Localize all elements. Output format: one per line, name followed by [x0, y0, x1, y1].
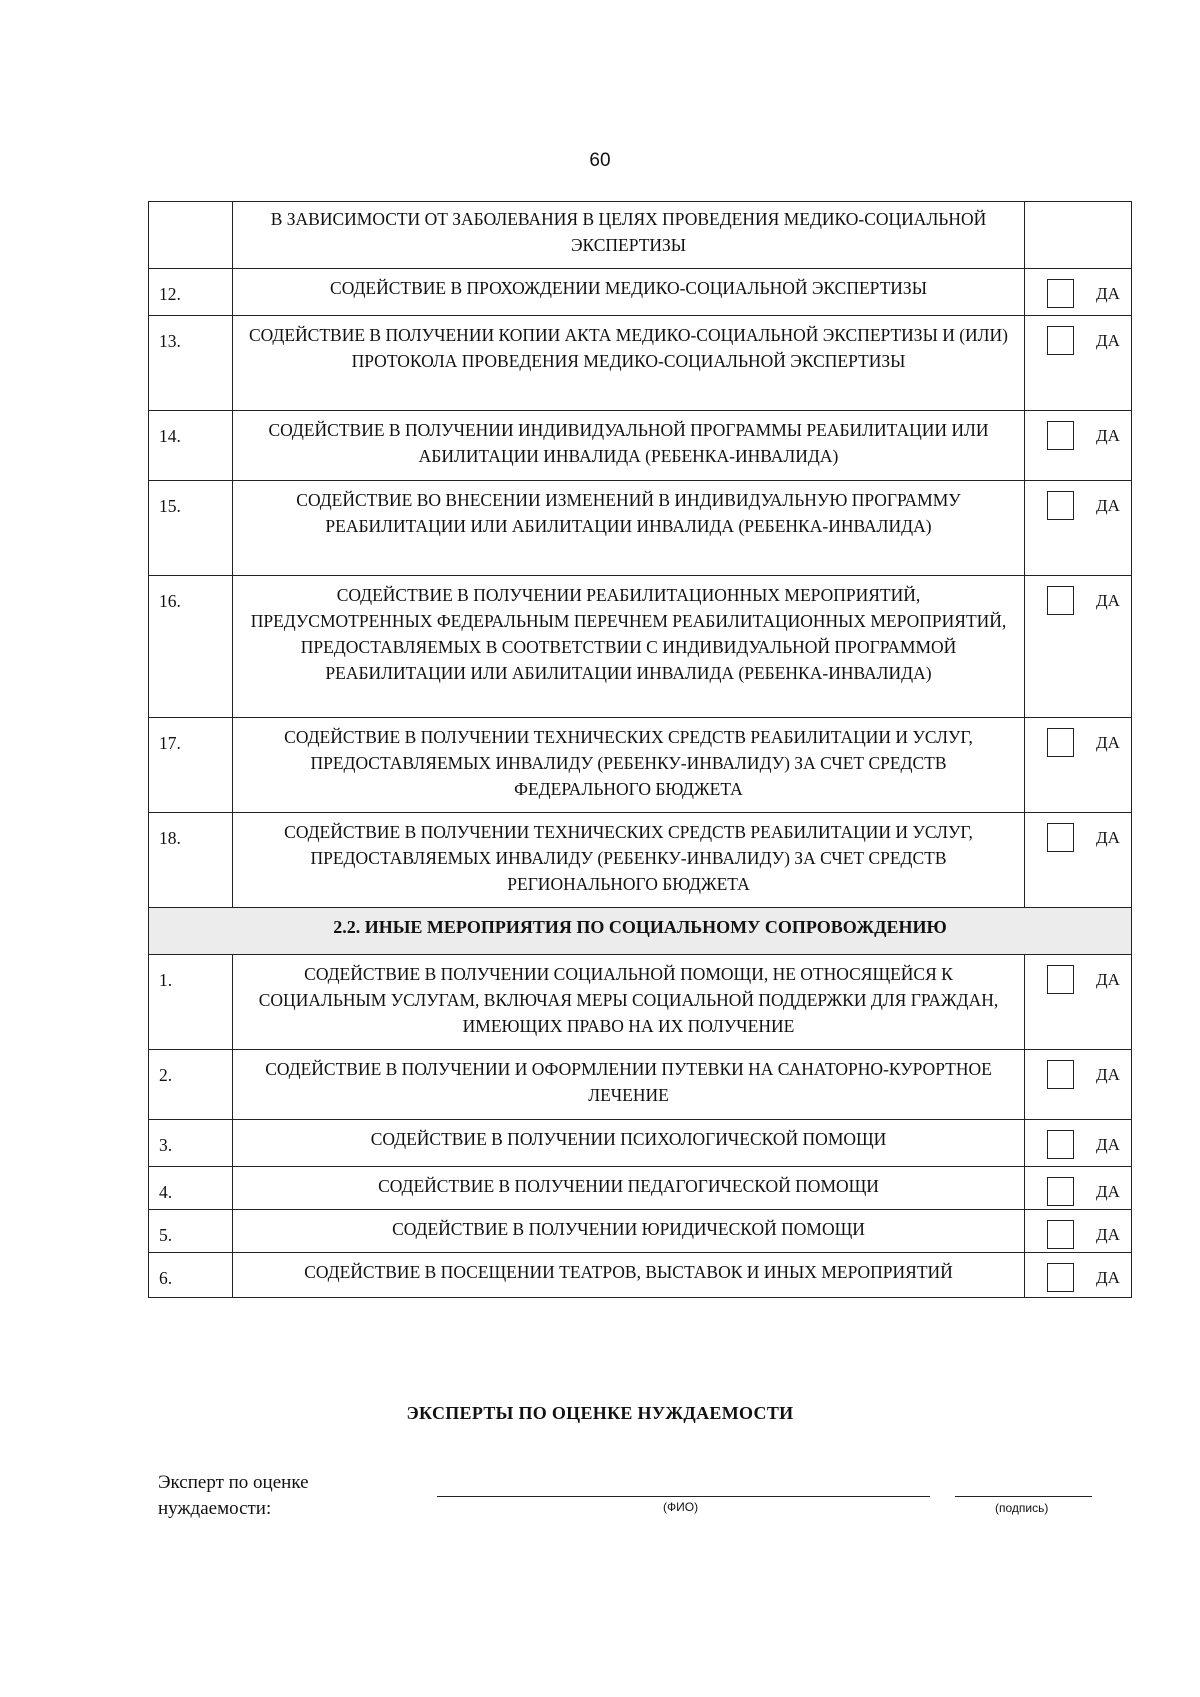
- yes-label: ДА: [1096, 330, 1120, 350]
- yes-label: ДА: [1096, 1064, 1120, 1084]
- yes-label: ДА: [1096, 969, 1120, 989]
- table-row: [149, 411, 1132, 481]
- yes-label: ДА: [1096, 1224, 1120, 1244]
- row-text: В ЗАВИСИМОСТИ ОТ ЗАБОЛЕВАНИЯ В ЦЕЛЯХ ПРОВЕДЕНИЯ МЕДИКО-СОЦИАЛЬНОЙ ЭКСПЕРТИЗЫ: [233, 202, 1025, 269]
- yes-label: ДА: [1096, 283, 1120, 303]
- yes-checkbox[interactable]: [1047, 586, 1074, 615]
- row-number: 16.: [149, 576, 233, 718]
- section-header-row: [149, 908, 1132, 955]
- section-title: 2.2. ИНЫЕ МЕРОПРИЯТИЯ ПО СОЦИАЛЬНОМУ СОПРОВОЖДЕНИЮ: [149, 908, 1132, 955]
- table-row: [149, 481, 1132, 576]
- row-text: СОДЕЙСТВИЕ В ПОСЕЩЕНИИ ТЕАТРОВ, ВЫСТАВОК И ИНЫХ МЕРОПРИЯТИЙ: [233, 1253, 1025, 1298]
- expert-label: [158, 1470, 309, 1522]
- row-check-cell: [1025, 202, 1132, 269]
- row-check-cell: [1025, 411, 1132, 481]
- row-text: СОДЕЙСТВИЕ В ПОЛУЧЕНИИ ПСИХОЛОГИЧЕСКОЙ ПОМОЩИ: [233, 1120, 1025, 1167]
- page-number: 60: [589, 150, 611, 171]
- row-text: СОДЕЙСТВИЕ ВО ВНЕСЕНИИ ИЗМЕНЕНИЙ В ИНДИВИДУАЛЬНУЮ ПРОГРАММУ РЕАБИЛИТАЦИИ ИЛИ АБИЛИТАЦИИ ИНВАЛИДА (РЕБЕНКА-ИНВАЛИДА): [233, 481, 1025, 576]
- row-number: 4.: [149, 1167, 233, 1210]
- yes-label: ДА: [1096, 1267, 1120, 1287]
- row-check-cell: [1025, 1210, 1132, 1253]
- table-row: [149, 955, 1132, 1050]
- row-number: 14.: [149, 411, 233, 481]
- yes-label: ДА: [1096, 827, 1120, 847]
- row-number: 5.: [149, 1210, 233, 1253]
- row-text: СОДЕЙСТВИЕ В ПРОХОЖДЕНИИ МЕДИКО-СОЦИАЛЬНОЙ ЭКСПЕРТИЗЫ: [233, 269, 1025, 316]
- row-number: 17.: [149, 718, 233, 813]
- fio-input-line[interactable]: [437, 1496, 930, 1497]
- table-row: [149, 269, 1132, 316]
- fio-caption: (ФИО): [663, 1500, 699, 1514]
- yes-checkbox[interactable]: [1047, 1060, 1074, 1089]
- row-check-cell: [1025, 269, 1132, 316]
- row-number: 1.: [149, 955, 233, 1050]
- table-row: [149, 1120, 1132, 1167]
- table-row: [149, 202, 1132, 269]
- row-text: СОДЕЙСТВИЕ В ПОЛУЧЕНИИ И ОФОРМЛЕНИИ ПУТЕВКИ НА САНАТОРНО-КУРОРТНОЕ ЛЕЧЕНИЕ: [233, 1050, 1025, 1120]
- row-check-cell: [1025, 718, 1132, 813]
- row-check-cell: [1025, 1253, 1132, 1298]
- yes-checkbox[interactable]: [1047, 728, 1074, 757]
- yes-checkbox[interactable]: [1047, 1220, 1074, 1249]
- yes-checkbox[interactable]: [1047, 823, 1074, 852]
- yes-label: ДА: [1096, 732, 1120, 752]
- row-check-cell: [1025, 481, 1132, 576]
- row-text: СОДЕЙСТВИЕ В ПОЛУЧЕНИИ ТЕХНИЧЕСКИХ СРЕДСТВ РЕАБИЛИТАЦИИ И УСЛУГ, ПРЕДОСТАВЛЯЕМЫХ ИНВАЛИДУ (РЕБЕНКУ-ИНВАЛИДУ) ЗА СЧЕТ СРЕДСТВ РЕГИОНАЛЬНОГО БЮДЖЕТА: [233, 813, 1025, 908]
- table-row: [149, 718, 1132, 813]
- yes-checkbox[interactable]: [1047, 421, 1074, 450]
- row-number: 3.: [149, 1120, 233, 1167]
- yes-label: ДА: [1096, 425, 1120, 445]
- row-check-cell: [1025, 955, 1132, 1050]
- signature-input-line[interactable]: [955, 1496, 1092, 1497]
- yes-checkbox[interactable]: [1047, 1263, 1074, 1292]
- yes-checkbox[interactable]: [1047, 279, 1074, 308]
- row-check-cell: [1025, 1050, 1132, 1120]
- row-check-cell: [1025, 813, 1132, 908]
- table-row: [149, 316, 1132, 411]
- row-text: СОДЕЙСТВИЕ В ПОЛУЧЕНИИ СОЦИАЛЬНОЙ ПОМОЩИ, НЕ ОТНОСЯЩЕЙСЯ К СОЦИАЛЬНЫМ УСЛУГАМ, ВКЛЮЧАЯ МЕРЫ СОЦИАЛЬНОЙ ПОДДЕРЖКИ ДЛЯ ГРАЖДАН, ИМЕЮЩИХ ПРАВО НА ИХ ПОЛУЧЕНИЕ: [233, 955, 1025, 1050]
- row-check-cell: [1025, 316, 1132, 411]
- row-number: 13.: [149, 316, 233, 411]
- row-check-cell: [1025, 576, 1132, 718]
- row-check-cell: [1025, 1167, 1132, 1210]
- table-row: [149, 576, 1132, 718]
- table-row: [149, 1050, 1132, 1120]
- row-text: СОДЕЙСТВИЕ В ПОЛУЧЕНИИ ИНДИВИДУАЛЬНОЙ ПРОГРАММЫ РЕАБИЛИТАЦИИ ИЛИ АБИЛИТАЦИИ ИНВАЛИДА (РЕБЕНКА-ИНВАЛИДА): [233, 411, 1025, 481]
- row-number: 15.: [149, 481, 233, 576]
- yes-label: ДА: [1096, 590, 1120, 610]
- row-check-cell: [1025, 1120, 1132, 1167]
- row-number: 12.: [149, 269, 233, 316]
- expert-label-line2: нуждаемости:: [158, 1498, 272, 1519]
- row-text: СОДЕЙСТВИЕ В ПОЛУЧЕНИИ КОПИИ АКТА МЕДИКО-СОЦИАЛЬНОЙ ЭКСПЕРТИЗЫ И (ИЛИ) ПРОТОКОЛА ПРОВЕДЕНИЯ МЕДИКО-СОЦИАЛЬНОЙ ЭКСПЕРТИЗЫ: [233, 316, 1025, 411]
- table-row: [149, 1210, 1132, 1253]
- experts-heading: ЭКСПЕРТЫ ПО ОЦЕНКЕ НУЖДАЕМОСТИ: [406, 1403, 794, 1423]
- row-number: [149, 202, 233, 269]
- yes-checkbox[interactable]: [1047, 1130, 1074, 1159]
- row-text: СОДЕЙСТВИЕ В ПОЛУЧЕНИИ ТЕХНИЧЕСКИХ СРЕДСТВ РЕАБИЛИТАЦИИ И УСЛУГ, ПРЕДОСТАВЛЯЕМЫХ ИНВАЛИДУ (РЕБЕНКУ-ИНВАЛИДУ) ЗА СЧЕТ СРЕДСТВ ФЕДЕРАЛЬНОГО БЮДЖЕТА: [233, 718, 1025, 813]
- yes-label: ДА: [1096, 1181, 1120, 1201]
- row-text: СОДЕЙСТВИЕ В ПОЛУЧЕНИИ ПЕДАГОГИЧЕСКОЙ ПОМОЩИ: [233, 1167, 1025, 1210]
- expert-label-line1: Эксперт по оценке: [158, 1472, 309, 1493]
- yes-checkbox[interactable]: [1047, 965, 1074, 994]
- table-row: [149, 1253, 1132, 1298]
- table-row: [149, 1167, 1132, 1210]
- row-number: 2.: [149, 1050, 233, 1120]
- row-text: СОДЕЙСТВИЕ В ПОЛУЧЕНИИ РЕАБИЛИТАЦИОННЫХ МЕРОПРИЯТИЙ, ПРЕДУСМОТРЕННЫХ ФЕДЕРАЛЬНЫМ ПЕРЕЧНЕМ РЕАБИЛИТАЦИОННЫХ МЕРОПРИЯТИЙ, ПРЕДОСТАВЛЯЕМЫХ В СООТВЕТСТВИИ С ИНДИВИДУАЛЬНОЙ ПРОГРАММОЙ РЕАБИЛИТАЦИИ ИЛИ АБИЛИТАЦИИ ИНВАЛИДА (РЕБЕНКА-ИНВАЛИДА): [233, 576, 1025, 718]
- yes-label: ДА: [1096, 495, 1120, 515]
- yes-label: ДА: [1096, 1134, 1120, 1154]
- services-table: [148, 201, 1132, 1298]
- row-text: СОДЕЙСТВИЕ В ПОЛУЧЕНИИ ЮРИДИЧЕСКОЙ ПОМОЩИ: [233, 1210, 1025, 1253]
- yes-checkbox[interactable]: [1047, 491, 1074, 520]
- yes-checkbox[interactable]: [1047, 326, 1074, 355]
- yes-checkbox[interactable]: [1047, 1177, 1074, 1206]
- row-number: 18.: [149, 813, 233, 908]
- signature-caption: (подпись): [995, 1501, 1049, 1515]
- table-row: [149, 813, 1132, 908]
- row-number: 6.: [149, 1253, 233, 1298]
